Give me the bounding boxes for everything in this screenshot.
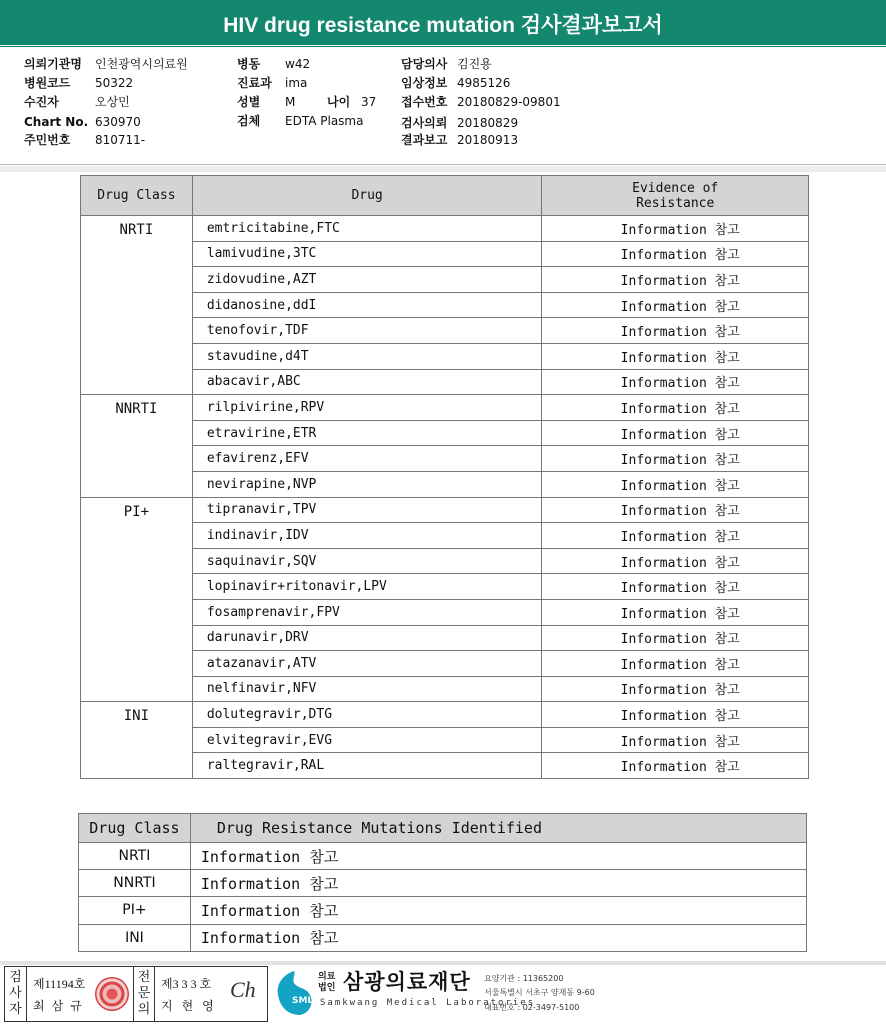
drug-cell: lopinavir+ritonavir,LPV xyxy=(192,574,542,600)
patient-info-panel xyxy=(0,50,886,165)
evidence-cell: Information 참고 xyxy=(542,574,809,600)
evidence-cell: Information 참고 xyxy=(542,318,809,344)
evidence-cell: Information 참고 xyxy=(542,548,809,574)
specialist-license: 제3 3 3 호 xyxy=(161,977,212,991)
drug-resistance-table xyxy=(80,175,809,779)
table-row xyxy=(79,897,807,924)
mutation-cell: Information 참고 xyxy=(190,843,806,870)
drug-cell: atazanavir,ATV xyxy=(192,651,542,677)
drug-cell: abacavir,ABC xyxy=(192,369,542,395)
specialist-name: 지 현 영 xyxy=(161,999,217,1013)
specialist-label: 전 문 의 xyxy=(133,967,155,1021)
drug-class-cell: NRTI xyxy=(79,843,191,870)
evidence-cell: Information 참고 xyxy=(542,241,809,267)
header-mutations: Drug Resistance Mutations Identified xyxy=(190,814,806,843)
org-address: 서울특별시 서초구 양재동 9-60 xyxy=(484,988,595,997)
evidence-cell: Information 참고 xyxy=(542,395,809,421)
drug-cell: zidovudine,AZT xyxy=(192,267,542,293)
drug-cell: indinavir,IDV xyxy=(192,523,542,549)
org-code: 요양기관 : 11365200 xyxy=(484,974,564,983)
info-field: 검체 EDTA Plasma xyxy=(237,114,364,128)
drug-cell: darunavir,DRV xyxy=(192,625,542,651)
report-title: HIV drug resistance mutation 검사결과보고서 xyxy=(0,0,886,47)
info-field: 의뢰기관명 인천광역시의료원 xyxy=(24,57,188,71)
drug-cell: rilpivirine,RPV xyxy=(192,395,542,421)
evidence-cell: Information 참고 xyxy=(542,420,809,446)
info-field: 접수번호 20180829-09801 xyxy=(401,95,561,109)
signature: Ch xyxy=(230,977,256,1002)
drug-cell: tipranavir,TPV xyxy=(192,497,542,523)
evidence-cell: Information 참고 xyxy=(542,216,809,242)
mutation-cell: Information 참고 xyxy=(190,924,806,951)
drug-cell: emtricitabine,FTC xyxy=(192,216,542,242)
table-row xyxy=(79,870,807,897)
info-field: Chart No. 630970 xyxy=(24,115,141,129)
org-phone: 대표번호 : 02-3497-5100 xyxy=(484,1003,580,1012)
drug-cell: nelfinavir,NFV xyxy=(192,676,542,702)
info-field: 수진자 오상민 xyxy=(24,95,130,109)
org-prefix: 의료 법인 xyxy=(318,972,336,993)
drug-class-cell: PI+ xyxy=(79,897,191,924)
info-field: 임상정보 4985126 xyxy=(401,76,511,90)
table-row xyxy=(81,395,809,421)
mutation-cell: Information 참고 xyxy=(190,897,806,924)
header-evidence: Evidence of Resistance xyxy=(542,176,809,216)
info-field: 병원코드 50322 xyxy=(24,76,134,90)
drug-class-cell: PI+ xyxy=(81,497,193,702)
evidence-cell: Information 참고 xyxy=(542,369,809,395)
drug-cell: elvitegravir,EVG xyxy=(192,727,542,753)
drug-cell: lamivudine,3TC xyxy=(192,241,542,267)
table-row xyxy=(81,216,809,242)
official-seal xyxy=(95,977,129,1011)
drug-cell: efavirenz,EFV xyxy=(192,446,542,472)
info-field: 주민번호 810711- xyxy=(24,133,146,147)
evidence-cell: Information 참고 xyxy=(542,676,809,702)
table-row xyxy=(81,497,809,523)
signature-box xyxy=(4,966,268,1022)
drug-cell: didanosine,ddI xyxy=(192,292,542,318)
evidence-cell: Information 참고 xyxy=(542,292,809,318)
drug-cell: tenofovir,TDF xyxy=(192,318,542,344)
info-field: 담당의사 김진용 xyxy=(401,57,492,71)
sml-logo-icon xyxy=(272,969,316,1017)
evidence-cell: Information 참고 xyxy=(542,446,809,472)
examiner-label: 검 사 자 xyxy=(5,967,27,1021)
drug-cell: dolutegravir,DTG xyxy=(192,702,542,728)
evidence-cell: Information 참고 xyxy=(542,727,809,753)
mutations-table xyxy=(78,813,807,952)
table-row xyxy=(79,924,807,951)
examiner-license: 제11194호 xyxy=(33,977,86,991)
footer-divider xyxy=(0,961,886,965)
header-drug-class: Drug Class xyxy=(81,176,193,216)
drug-cell: etravirine,ETR xyxy=(192,420,542,446)
table-row xyxy=(79,843,807,870)
info-field: 결과보고 20180913 xyxy=(401,133,519,147)
drug-cell: fosamprenavir,FPV xyxy=(192,599,542,625)
table-row xyxy=(81,702,809,728)
drug-cell: saquinavir,SQV xyxy=(192,548,542,574)
evidence-cell: Information 참고 xyxy=(542,267,809,293)
drug-cell: nevirapine,NVP xyxy=(192,471,542,497)
evidence-cell: Information 참고 xyxy=(542,599,809,625)
evidence-cell: Information 참고 xyxy=(542,523,809,549)
examiner-name: 최 삼 규 xyxy=(33,999,84,1013)
drug-cell: stavudine,d4T xyxy=(192,343,542,369)
org-name: 삼광의료재단 xyxy=(343,970,471,994)
evidence-cell: Information 참고 xyxy=(542,497,809,523)
evidence-cell: Information 참고 xyxy=(542,343,809,369)
info-field: 진료과 ima xyxy=(237,76,308,90)
evidence-cell: Information 참고 xyxy=(542,702,809,728)
drug-class-cell: NNRTI xyxy=(81,395,193,497)
org-english-name: Samkwang Medical Laboratories xyxy=(320,998,536,1008)
section-divider xyxy=(0,166,886,172)
evidence-cell: Information 참고 xyxy=(542,471,809,497)
logo-text: SML xyxy=(292,996,314,1006)
drug-class-cell: INI xyxy=(81,702,193,779)
drug-class-cell: INI xyxy=(79,924,191,951)
header-drug-class: Drug Class xyxy=(79,814,191,843)
evidence-cell: Information 참고 xyxy=(542,625,809,651)
mutation-cell: Information 참고 xyxy=(190,870,806,897)
drug-class-cell: NNRTI xyxy=(79,870,191,897)
drug-class-cell: NRTI xyxy=(81,216,193,395)
evidence-cell: Information 참고 xyxy=(542,753,809,779)
info-field: 병동 w42 xyxy=(237,57,311,71)
info-field: 검사의뢰 20180829 xyxy=(401,116,519,130)
info-field: 나이 37 xyxy=(327,95,377,109)
header-drug: Drug xyxy=(192,176,542,216)
info-field: 성별 M xyxy=(237,95,296,109)
evidence-cell: Information 참고 xyxy=(542,651,809,677)
drug-cell: raltegravir,RAL xyxy=(192,753,542,779)
